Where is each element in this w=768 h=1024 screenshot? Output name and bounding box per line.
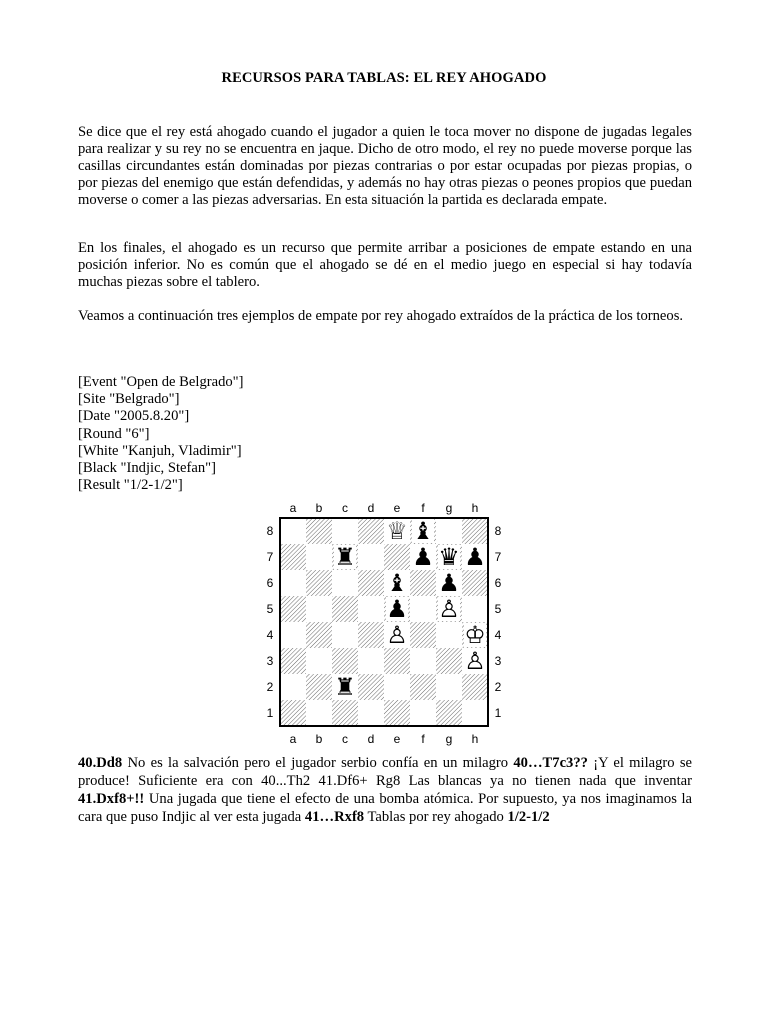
rank-label-right-2: 2 [494, 680, 502, 694]
pgn-header-site: [Site "Belgrado"] [78, 391, 180, 408]
square-e7 [384, 544, 410, 570]
square-h5 [462, 596, 488, 622]
move-notation: 40.Dd8 [78, 755, 123, 771]
piece-black-g7: ♛ [438, 544, 460, 571]
pgn-headers [78, 374, 244, 494]
piece-black-f7: ♟ [412, 544, 434, 571]
commentary-text: Una jugada que tiene el efecto de una bomba atómica. Por supuesto, ya nos imaginamos la cara que puso Indjic al ver esta jugada [78, 791, 692, 826]
square-f4 [410, 622, 436, 648]
square-a7 [280, 544, 306, 570]
square-f1 [410, 700, 436, 726]
rank-label-left-8: 8 [266, 524, 274, 538]
file-label-bottom-h: h [471, 732, 479, 746]
square-a8 [280, 518, 306, 544]
piece-black-g6: ♟ [438, 570, 460, 597]
pgn-header-black: [Black "Indjic, Stefan"] [78, 460, 216, 477]
square-d4 [358, 622, 384, 648]
square-g8 [436, 518, 462, 544]
rank-label-right-8: 8 [494, 524, 502, 538]
rank-label-left-2: 2 [266, 680, 274, 694]
square-h2 [462, 674, 488, 700]
piece-black-c7: ♜ [334, 544, 356, 571]
square-d8 [358, 518, 384, 544]
piece-white-h4: ♔ [464, 622, 486, 649]
page-title: RECURSOS PARA TABLAS: EL REY AHOGADO [221, 70, 547, 86]
square-d5 [358, 596, 384, 622]
piece-white-h3: ♙ [464, 648, 486, 675]
file-label-top-b: b [315, 501, 323, 515]
square-b4 [306, 622, 332, 648]
pgn-header-round: [Round "6"] [78, 425, 150, 442]
square-a3 [280, 648, 306, 674]
chess-diagram [256, 498, 512, 748]
piece-white-e4: ♙ [386, 622, 408, 649]
file-label-bottom-e: e [393, 732, 401, 746]
piece-black-e5: ♟ [386, 596, 408, 623]
rank-label-left-5: 5 [266, 602, 274, 616]
square-c4 [332, 622, 358, 648]
square-b2 [306, 674, 332, 700]
file-label-bottom-d: d [367, 732, 375, 746]
move-notation: 41.Dxf8+!! [78, 791, 145, 808]
file-label-top-h: h [471, 501, 479, 515]
pgn-header-event: [Event "Open de Belgrado"] [78, 374, 244, 390]
move-notation: 40…T7c3?? [513, 755, 588, 771]
square-b8 [306, 518, 332, 544]
rank-label-right-4: 4 [494, 628, 502, 642]
file-label-top-d: d [367, 501, 375, 515]
square-a6 [280, 570, 306, 596]
move-notation: 1/2-1/2 [507, 809, 550, 826]
square-d6 [358, 570, 384, 596]
rank-label-left-1: 1 [266, 706, 274, 720]
file-label-top-a: a [289, 501, 297, 515]
square-c5 [332, 596, 358, 622]
square-g2 [436, 674, 462, 700]
piece-black-f8: ♝ [412, 518, 434, 545]
rank-label-left-3: 3 [266, 654, 274, 668]
square-e3 [384, 648, 410, 674]
file-label-bottom-a: a [289, 732, 297, 746]
square-e2 [384, 674, 410, 700]
square-b3 [306, 648, 332, 674]
square-c8 [332, 518, 358, 544]
square-f2 [410, 674, 436, 700]
square-d7 [358, 544, 384, 570]
rank-label-right-5: 5 [494, 602, 502, 616]
square-b6 [306, 570, 332, 596]
square-h1 [462, 700, 488, 726]
square-d1 [358, 700, 384, 726]
rank-label-right-1: 1 [494, 706, 502, 720]
square-f3 [410, 648, 436, 674]
square-h6 [462, 570, 488, 596]
file-label-top-c: c [342, 501, 348, 515]
square-b5 [306, 596, 332, 622]
square-a1 [280, 700, 306, 726]
square-g1 [436, 700, 462, 726]
square-h8 [462, 518, 488, 544]
square-c3 [332, 648, 358, 674]
rank-label-right-3: 3 [494, 654, 502, 668]
paragraph-definition: Se dice que el rey está ahogado cuando el jugador a quien le toca mover no dispone de jugadas legales para realizar y su rey no se encuentra en jaque. Dicho de otro modo, el rey no puede moverse porque las casillas circundantes están dominadas por piezas contrarias o por estar ocupadas por piezas propias, o por piezas del enemigo que están defendidas, y además no hay otras piezas o peones propios que puedan moverse o comer a las piezas adversarias. En esta situación la partida es declarada empate. [78, 124, 692, 208]
square-g3 [436, 648, 462, 674]
move-notation: 41…Rxf8 [304, 809, 365, 826]
file-label-top-g: g [445, 501, 453, 515]
file-label-bottom-g: g [445, 732, 453, 746]
piece-white-g5: ♙ [438, 596, 460, 623]
square-a5 [280, 596, 306, 622]
file-label-top-f: f [421, 501, 425, 515]
pgn-header-date: [Date "2005.8.20"] [78, 408, 190, 425]
square-a2 [280, 674, 306, 700]
square-g4 [436, 622, 462, 648]
piece-black-c2: ♜ [334, 674, 356, 701]
pgn-header-white: [White "Kanjuh, Vladimir"] [78, 442, 242, 459]
square-c6 [332, 570, 358, 596]
paragraph-endgames: En los finales, el ahogado es un recurso que permite arribar a posiciones de empate estando en una posición inferior. No es común que el ahogado se dé en el medio juego en especial si hay todavía muchas piezas sobre el tablero. [78, 240, 692, 290]
file-label-bottom-f: f [421, 732, 425, 746]
file-label-top-e: e [393, 501, 401, 515]
pgn-header-result: [Result "1/2-1/2"] [78, 477, 183, 494]
square-d2 [358, 674, 384, 700]
rank-label-left-7: 7 [266, 550, 274, 564]
square-b7 [306, 544, 332, 570]
rank-label-right-6: 6 [494, 576, 502, 590]
square-f6 [410, 570, 436, 596]
paragraph-examples: Veamos a continuación tres ejemplos de empate por rey ahogado extraídos de la práctica de los torneos. [78, 308, 684, 324]
rank-label-left-6: 6 [266, 576, 274, 590]
file-label-bottom-b: b [315, 732, 323, 746]
commentary-text: Tablas por rey ahogado [364, 809, 508, 826]
game-commentary [78, 754, 692, 826]
square-c1 [332, 700, 358, 726]
file-label-bottom-c: c [342, 732, 348, 746]
commentary-text: ¡Y el milagro se produce! Suficiente era con 40...Th2 41.Df6+ Rg8 Las blancas ya no tienen nada que inventar [78, 755, 692, 790]
chess-board [256, 498, 512, 748]
rank-label-left-4: 4 [266, 628, 274, 642]
piece-black-e6: ♝ [386, 570, 408, 597]
square-f5 [410, 596, 436, 622]
piece-white-e8: ♕ [386, 518, 408, 545]
commentary-text: No es la salvación pero el jugador serbio confía en un milagro [122, 755, 514, 771]
square-b1 [306, 700, 332, 726]
square-e1 [384, 700, 410, 726]
square-d3 [358, 648, 384, 674]
rank-label-right-7: 7 [494, 550, 502, 564]
piece-black-h7: ♟ [464, 544, 486, 571]
square-a4 [280, 622, 306, 648]
